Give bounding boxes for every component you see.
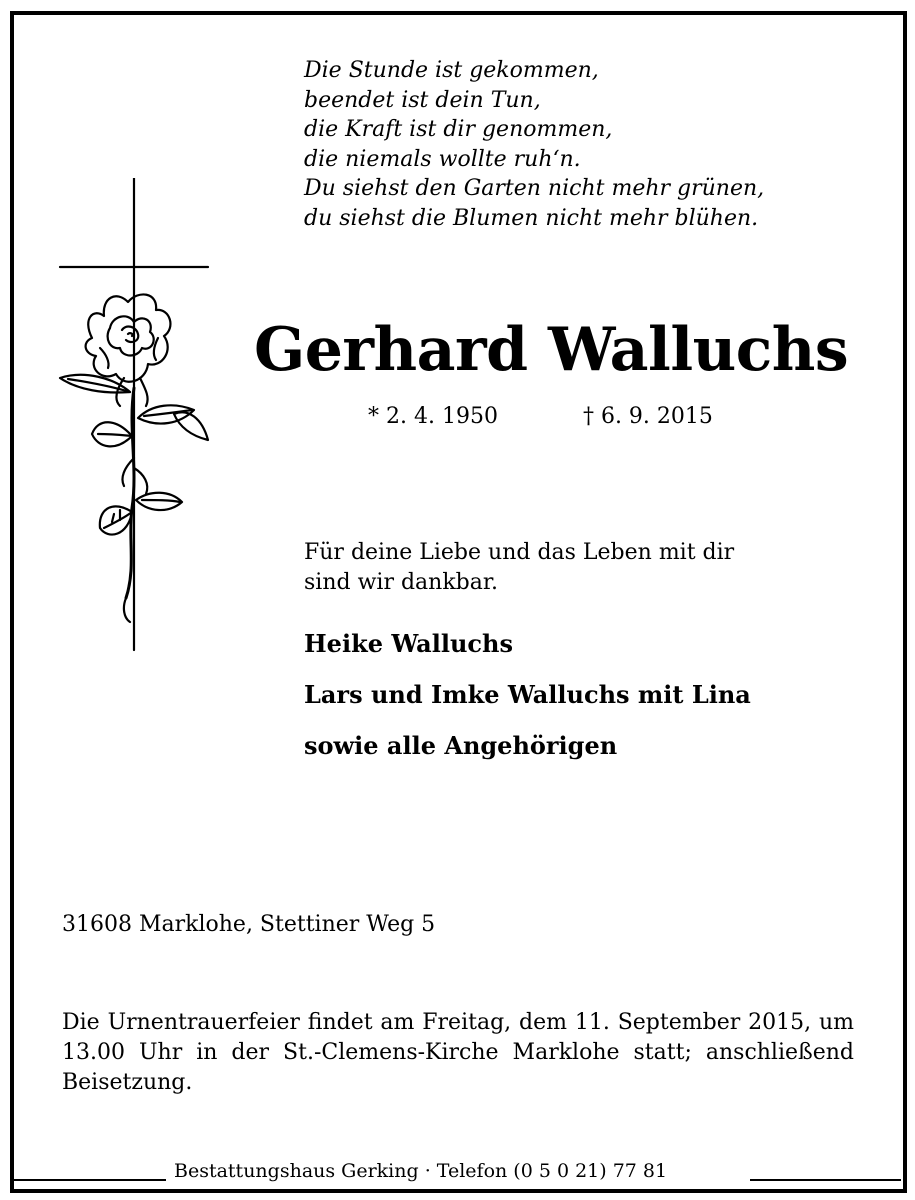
poem-line: Die Stunde ist gekommen, bbox=[304, 58, 599, 83]
poem bbox=[304, 56, 864, 233]
mourner-name: sowie alle Angehörigen bbox=[304, 731, 618, 760]
thanks-line: sind wir dankbar. bbox=[304, 570, 498, 595]
mourners-list bbox=[304, 618, 884, 771]
mourner-name: Heike Walluchs bbox=[304, 629, 513, 658]
deceased-name: Gerhard Walluchs bbox=[254, 315, 849, 385]
address: 31608 Marklohe, Stettiner Weg 5 bbox=[62, 912, 436, 937]
poem-line: die niemals wollte ruh‘n. bbox=[304, 146, 581, 172]
mourner-name: Lars und Imke Walluchs mit Lina bbox=[304, 680, 751, 709]
birth-date: * 2. 4. 1950 bbox=[368, 404, 498, 429]
cross-with-rose-icon bbox=[54, 178, 214, 653]
service-info: Die Urnentrauerfeier findet am Freitag, dem 11. September 2015, um 13.00 Uhr in der St.-Clemens-Kirche Marklohe statt; anschließend Beisetzung. bbox=[62, 1010, 854, 1095]
death-date: † 6. 9. 2015 bbox=[582, 404, 713, 429]
thanks-text bbox=[304, 538, 864, 598]
poem-line: die Kraft ist dir genommen, bbox=[304, 117, 613, 142]
funeral-home-footer: Bestattungshaus Gerking · Telefon (0 5 0 21) 77 81 bbox=[174, 1160, 668, 1182]
thanks-line: Für deine Liebe und das Leben mit dir bbox=[304, 540, 735, 565]
poem-line: Du siehst den Garten nicht mehr grünen, bbox=[304, 176, 765, 201]
life-dates bbox=[368, 402, 713, 432]
poem-line: beendet ist dein Tun, bbox=[304, 87, 541, 113]
poem-line: du siehst die Blumen nicht mehr blühen. bbox=[304, 205, 759, 231]
footer-rule-right bbox=[750, 1179, 901, 1181]
footer-rule-left bbox=[14, 1179, 166, 1181]
